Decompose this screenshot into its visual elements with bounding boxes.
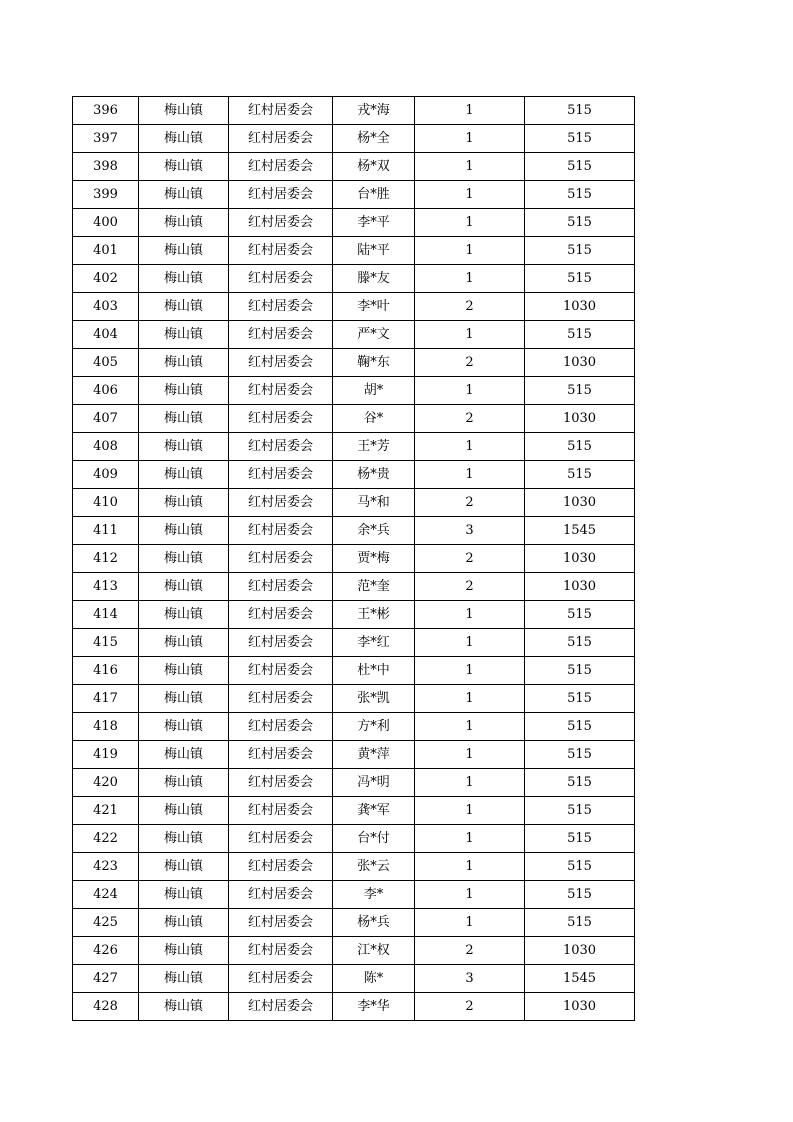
row-number-cell: 398 (73, 153, 139, 181)
document-page (72, 96, 634, 1021)
committee-cell: 红村居委会 (229, 629, 333, 657)
town-cell: 梅山镇 (139, 993, 229, 1021)
count-cell: 1 (415, 825, 525, 853)
table-body (73, 97, 635, 1021)
count-cell: 2 (415, 349, 525, 377)
data-table (72, 96, 635, 1021)
table-row (73, 965, 635, 993)
name-cell: 方*利 (333, 713, 415, 741)
count-cell: 2 (415, 573, 525, 601)
committee-cell: 红村居委会 (229, 405, 333, 433)
amount-cell: 515 (525, 433, 635, 461)
committee-cell: 红村居委会 (229, 181, 333, 209)
count-cell: 1 (415, 125, 525, 153)
row-number-cell: 400 (73, 209, 139, 237)
name-cell: 张*云 (333, 853, 415, 881)
amount-cell: 515 (525, 797, 635, 825)
count-cell: 3 (415, 517, 525, 545)
row-number-cell: 396 (73, 97, 139, 125)
amount-cell: 515 (525, 685, 635, 713)
town-cell: 梅山镇 (139, 713, 229, 741)
table-row (73, 125, 635, 153)
town-cell: 梅山镇 (139, 937, 229, 965)
committee-cell: 红村居委会 (229, 153, 333, 181)
row-number-cell: 406 (73, 377, 139, 405)
town-cell: 梅山镇 (139, 573, 229, 601)
row-number-cell: 418 (73, 713, 139, 741)
name-cell: 陆*平 (333, 237, 415, 265)
row-number-cell: 423 (73, 853, 139, 881)
amount-cell: 515 (525, 181, 635, 209)
town-cell: 梅山镇 (139, 881, 229, 909)
town-cell: 梅山镇 (139, 629, 229, 657)
amount-cell: 515 (525, 629, 635, 657)
name-cell: 杜*中 (333, 657, 415, 685)
table-row (73, 97, 635, 125)
row-number-cell: 401 (73, 237, 139, 265)
committee-cell: 红村居委会 (229, 461, 333, 489)
town-cell: 梅山镇 (139, 769, 229, 797)
row-number-cell: 420 (73, 769, 139, 797)
town-cell: 梅山镇 (139, 265, 229, 293)
count-cell: 1 (415, 685, 525, 713)
name-cell: 龚*军 (333, 797, 415, 825)
town-cell: 梅山镇 (139, 685, 229, 713)
town-cell: 梅山镇 (139, 517, 229, 545)
table-row (73, 209, 635, 237)
table-row (73, 433, 635, 461)
row-number-cell: 413 (73, 573, 139, 601)
count-cell: 1 (415, 209, 525, 237)
name-cell: 王*彬 (333, 601, 415, 629)
name-cell: 滕*友 (333, 265, 415, 293)
row-number-cell: 417 (73, 685, 139, 713)
town-cell: 梅山镇 (139, 349, 229, 377)
committee-cell: 红村居委会 (229, 517, 333, 545)
town-cell: 梅山镇 (139, 601, 229, 629)
table-row (73, 517, 635, 545)
amount-cell: 1030 (525, 349, 635, 377)
count-cell: 1 (415, 377, 525, 405)
row-number-cell: 424 (73, 881, 139, 909)
committee-cell: 红村居委会 (229, 377, 333, 405)
table-row (73, 909, 635, 937)
committee-cell: 红村居委会 (229, 489, 333, 517)
table-row (73, 937, 635, 965)
town-cell: 梅山镇 (139, 489, 229, 517)
name-cell: 余*兵 (333, 517, 415, 545)
row-number-cell: 422 (73, 825, 139, 853)
amount-cell: 1030 (525, 573, 635, 601)
table-row (73, 377, 635, 405)
town-cell: 梅山镇 (139, 97, 229, 125)
name-cell: 戎*海 (333, 97, 415, 125)
committee-cell: 红村居委会 (229, 209, 333, 237)
row-number-cell: 419 (73, 741, 139, 769)
count-cell: 1 (415, 433, 525, 461)
amount-cell: 515 (525, 209, 635, 237)
committee-cell: 红村居委会 (229, 321, 333, 349)
name-cell: 张*凯 (333, 685, 415, 713)
name-cell: 江*权 (333, 937, 415, 965)
count-cell: 2 (415, 293, 525, 321)
amount-cell: 515 (525, 909, 635, 937)
town-cell: 梅山镇 (139, 321, 229, 349)
committee-cell: 红村居委会 (229, 797, 333, 825)
town-cell: 梅山镇 (139, 825, 229, 853)
committee-cell: 红村居委会 (229, 685, 333, 713)
committee-cell: 红村居委会 (229, 769, 333, 797)
row-number-cell: 416 (73, 657, 139, 685)
count-cell: 2 (415, 489, 525, 517)
table-row (73, 405, 635, 433)
table-row (73, 349, 635, 377)
committee-cell: 红村居委会 (229, 881, 333, 909)
row-number-cell: 407 (73, 405, 139, 433)
row-number-cell: 415 (73, 629, 139, 657)
committee-cell: 红村居委会 (229, 125, 333, 153)
table-row (73, 181, 635, 209)
town-cell: 梅山镇 (139, 853, 229, 881)
amount-cell: 515 (525, 265, 635, 293)
table-row (73, 573, 635, 601)
table-row (73, 797, 635, 825)
amount-cell: 515 (525, 881, 635, 909)
town-cell: 梅山镇 (139, 657, 229, 685)
count-cell: 1 (415, 181, 525, 209)
committee-cell: 红村居委会 (229, 965, 333, 993)
row-number-cell: 404 (73, 321, 139, 349)
count-cell: 1 (415, 601, 525, 629)
count-cell: 1 (415, 153, 525, 181)
committee-cell: 红村居委会 (229, 713, 333, 741)
row-number-cell: 421 (73, 797, 139, 825)
row-number-cell: 411 (73, 517, 139, 545)
amount-cell: 1030 (525, 993, 635, 1021)
town-cell: 梅山镇 (139, 377, 229, 405)
count-cell: 1 (415, 881, 525, 909)
committee-cell: 红村居委会 (229, 993, 333, 1021)
table-row (73, 489, 635, 517)
name-cell: 范*奎 (333, 573, 415, 601)
row-number-cell: 425 (73, 909, 139, 937)
town-cell: 梅山镇 (139, 797, 229, 825)
amount-cell: 1030 (525, 545, 635, 573)
name-cell: 李*华 (333, 993, 415, 1021)
row-number-cell: 426 (73, 937, 139, 965)
table-row (73, 629, 635, 657)
committee-cell: 红村居委会 (229, 349, 333, 377)
count-cell: 2 (415, 405, 525, 433)
row-number-cell: 397 (73, 125, 139, 153)
name-cell: 台*胜 (333, 181, 415, 209)
count-cell: 2 (415, 937, 525, 965)
town-cell: 梅山镇 (139, 237, 229, 265)
table-row (73, 545, 635, 573)
row-number-cell: 402 (73, 265, 139, 293)
count-cell: 1 (415, 657, 525, 685)
amount-cell: 1030 (525, 293, 635, 321)
committee-cell: 红村居委会 (229, 909, 333, 937)
name-cell: 鞠*东 (333, 349, 415, 377)
name-cell: 黄*萍 (333, 741, 415, 769)
amount-cell: 515 (525, 657, 635, 685)
count-cell: 1 (415, 769, 525, 797)
row-number-cell: 427 (73, 965, 139, 993)
town-cell: 梅山镇 (139, 545, 229, 573)
committee-cell: 红村居委会 (229, 97, 333, 125)
town-cell: 梅山镇 (139, 181, 229, 209)
amount-cell: 515 (525, 853, 635, 881)
committee-cell: 红村居委会 (229, 545, 333, 573)
name-cell: 胡* (333, 377, 415, 405)
amount-cell: 1030 (525, 405, 635, 433)
row-number-cell: 403 (73, 293, 139, 321)
row-number-cell: 412 (73, 545, 139, 573)
name-cell: 马*和 (333, 489, 415, 517)
name-cell: 贾*梅 (333, 545, 415, 573)
amount-cell: 515 (525, 321, 635, 349)
count-cell: 1 (415, 629, 525, 657)
town-cell: 梅山镇 (139, 405, 229, 433)
amount-cell: 515 (525, 601, 635, 629)
town-cell: 梅山镇 (139, 965, 229, 993)
committee-cell: 红村居委会 (229, 237, 333, 265)
count-cell: 2 (415, 993, 525, 1021)
committee-cell: 红村居委会 (229, 601, 333, 629)
table-row (73, 461, 635, 489)
count-cell: 1 (415, 909, 525, 937)
name-cell: 台*付 (333, 825, 415, 853)
name-cell: 李*平 (333, 209, 415, 237)
table-row (73, 153, 635, 181)
table-row (73, 881, 635, 909)
row-number-cell: 414 (73, 601, 139, 629)
name-cell: 李*叶 (333, 293, 415, 321)
amount-cell: 1030 (525, 489, 635, 517)
committee-cell: 红村居委会 (229, 433, 333, 461)
committee-cell: 红村居委会 (229, 741, 333, 769)
name-cell: 杨*兵 (333, 909, 415, 937)
amount-cell: 515 (525, 713, 635, 741)
name-cell: 陈* (333, 965, 415, 993)
count-cell: 1 (415, 97, 525, 125)
town-cell: 梅山镇 (139, 909, 229, 937)
amount-cell: 515 (525, 377, 635, 405)
table-row (73, 657, 635, 685)
table-row (73, 685, 635, 713)
amount-cell: 1545 (525, 517, 635, 545)
table-row (73, 853, 635, 881)
committee-cell: 红村居委会 (229, 265, 333, 293)
amount-cell: 515 (525, 825, 635, 853)
committee-cell: 红村居委会 (229, 657, 333, 685)
town-cell: 梅山镇 (139, 461, 229, 489)
name-cell: 王*芳 (333, 433, 415, 461)
amount-cell: 1030 (525, 937, 635, 965)
count-cell: 1 (415, 853, 525, 881)
committee-cell: 红村居委会 (229, 573, 333, 601)
count-cell: 1 (415, 237, 525, 265)
town-cell: 梅山镇 (139, 125, 229, 153)
table-row (73, 321, 635, 349)
name-cell: 谷* (333, 405, 415, 433)
row-number-cell: 410 (73, 489, 139, 517)
committee-cell: 红村居委会 (229, 853, 333, 881)
count-cell: 2 (415, 545, 525, 573)
amount-cell: 515 (525, 125, 635, 153)
table-row (73, 265, 635, 293)
name-cell: 李* (333, 881, 415, 909)
town-cell: 梅山镇 (139, 153, 229, 181)
table-row (73, 769, 635, 797)
table-row (73, 237, 635, 265)
table-row (73, 993, 635, 1021)
name-cell: 冯*明 (333, 769, 415, 797)
count-cell: 1 (415, 321, 525, 349)
row-number-cell: 405 (73, 349, 139, 377)
amount-cell: 515 (525, 153, 635, 181)
name-cell: 杨*双 (333, 153, 415, 181)
row-number-cell: 408 (73, 433, 139, 461)
row-number-cell: 399 (73, 181, 139, 209)
count-cell: 1 (415, 713, 525, 741)
table-row (73, 741, 635, 769)
table-row (73, 713, 635, 741)
count-cell: 1 (415, 461, 525, 489)
town-cell: 梅山镇 (139, 433, 229, 461)
committee-cell: 红村居委会 (229, 937, 333, 965)
name-cell: 杨*贵 (333, 461, 415, 489)
row-number-cell: 428 (73, 993, 139, 1021)
count-cell: 1 (415, 741, 525, 769)
town-cell: 梅山镇 (139, 293, 229, 321)
town-cell: 梅山镇 (139, 209, 229, 237)
table-row (73, 601, 635, 629)
amount-cell: 1545 (525, 965, 635, 993)
name-cell: 李*红 (333, 629, 415, 657)
amount-cell: 515 (525, 237, 635, 265)
town-cell: 梅山镇 (139, 741, 229, 769)
amount-cell: 515 (525, 97, 635, 125)
amount-cell: 515 (525, 461, 635, 489)
amount-cell: 515 (525, 741, 635, 769)
count-cell: 3 (415, 965, 525, 993)
committee-cell: 红村居委会 (229, 293, 333, 321)
name-cell: 严*文 (333, 321, 415, 349)
committee-cell: 红村居委会 (229, 825, 333, 853)
count-cell: 1 (415, 265, 525, 293)
amount-cell: 515 (525, 769, 635, 797)
name-cell: 杨*全 (333, 125, 415, 153)
table-row (73, 293, 635, 321)
count-cell: 1 (415, 797, 525, 825)
row-number-cell: 409 (73, 461, 139, 489)
table-row (73, 825, 635, 853)
